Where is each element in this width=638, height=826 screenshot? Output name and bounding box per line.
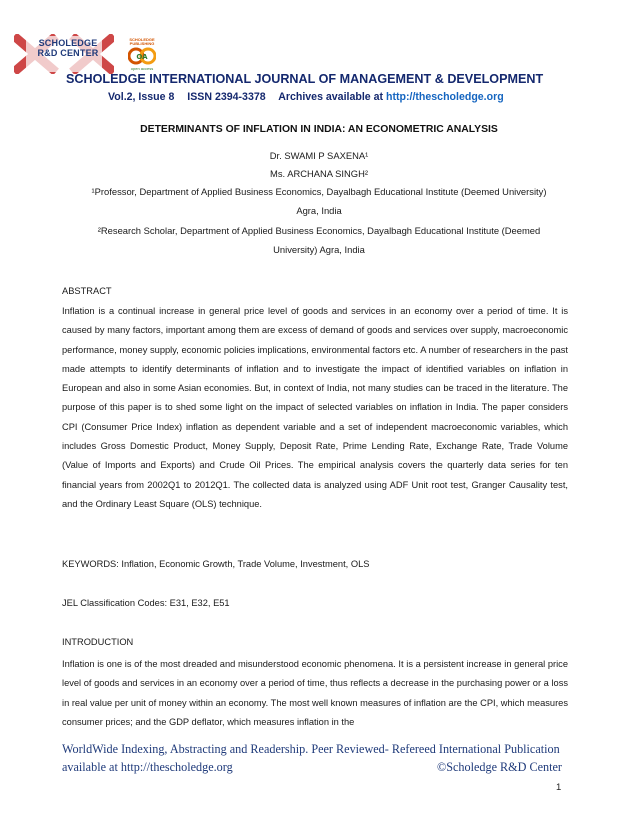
introduction-heading: INTRODUCTION xyxy=(62,637,134,647)
partner-logo xyxy=(120,38,162,74)
introduction-text: Inflation is one is of the most dreaded and misunderstood economic phenomena. It is a persistent increase in general price level of goods and services in an economy over a period of time, thus reflects a decrease in the purchasing power or a loss in real value per unit of money within an economy. The most well known measures of inflation are the CPI, which measures consumer prices; and the GDP deflator, which measures inflation in the xyxy=(62,659,568,727)
affiliation-1-location: Agra, India xyxy=(296,205,342,216)
author-1: Dr. SWAMI P SAXENA¹ xyxy=(269,150,369,161)
jel-codes: JEL Classification Codes: E31, E32, E51 xyxy=(62,598,230,608)
journal-logo xyxy=(14,34,114,74)
footer-indexing-note: WorldWide Indexing, Abstracting and Readership. Peer Reviewed- Refereed International Publication xyxy=(62,742,560,756)
page-number: 1 xyxy=(556,782,562,793)
affiliation-2-location: University) Agra, India xyxy=(273,244,365,255)
logo-text: SCHOLEDGE R&D CENTER xyxy=(37,38,99,58)
keywords: KEYWORDS: Inflation, Economic Growth, Trade Volume, Investment, OLS xyxy=(62,559,370,569)
abstract-heading: ABSTRACT xyxy=(62,286,112,296)
affiliation-2: ²Research Scholar, Department of Applied Business Economics, Dayalbagh Educational Institute (Deemed xyxy=(97,225,541,236)
journal-title: SCHOLEDGE INTERNATIONAL JOURNAL OF MANAGEMENT & DEVELOPMENT xyxy=(66,72,544,86)
affiliation-1: ¹Professor, Department of Applied Business Economics, Dayalbagh Educational Institute (Deemed University) xyxy=(91,186,547,197)
footer-url-link[interactable]: available at http://thescholedge.org xyxy=(62,760,233,774)
abstract-text: Inflation is a continual increase in general price level of goods and services in an economy over a period of time. It is caused by many factors, important among them are excess of demand of goods and services over supply, macroeconomic performance, money supply, economic policies implications, environmental factors etc. A number of researchers in the past made attempts to identify determinants of inflation and to investigate the impact of identified variables on inflation in European and also in some Asian economies. But, in context of India, not many studies can be traced in the literature. The purpose of this paper is to shed some light on the impact of selected variables on inflation in India. The paper considers CPI (Consumer Price Index) inflation as dependent variable and a set of independent macroeconomic variables, which includes Gross Domestic Product, Money Supply, Deposit Rate, Prime Lending Rate, Exchange Rate, Trade Volume (Value of Imports and Exports) and Crude Oil Prices. The empirical analysis covers the quarterly data series for ten financial years from 2002Q1 to 2012Q1. The collected data is analyzed using ADF Unit root test, Granger Causality test, and the Ordinary Least Square (OLS) technique. xyxy=(62,306,568,509)
author-2: Ms. ARCHANA SINGH² xyxy=(270,168,368,179)
partner-logo-mark: OA xyxy=(136,53,148,61)
partner-logo-bottom-text: open access xyxy=(130,66,154,71)
paper-title: DETERMINANTS OF INFLATION IN INDIA: AN ECONOMETRIC ANALYSIS xyxy=(140,124,498,135)
open-access-icon xyxy=(128,47,156,65)
journal-url-link[interactable]: http://thescholedge.org xyxy=(385,91,504,103)
journal-subtitle xyxy=(108,91,628,103)
footer-availability xyxy=(62,760,562,775)
journal-issn: ISSN 2394-3378 xyxy=(187,91,266,103)
journal-archives-label: Archives available at xyxy=(278,91,384,103)
partner-logo-top-text: SCHOLEDGE PUBLISHING xyxy=(129,37,155,46)
journal-volume: Vol.2, Issue 8 xyxy=(108,91,175,103)
footer-copyright: ©Scholedge R&D Center xyxy=(436,760,562,774)
